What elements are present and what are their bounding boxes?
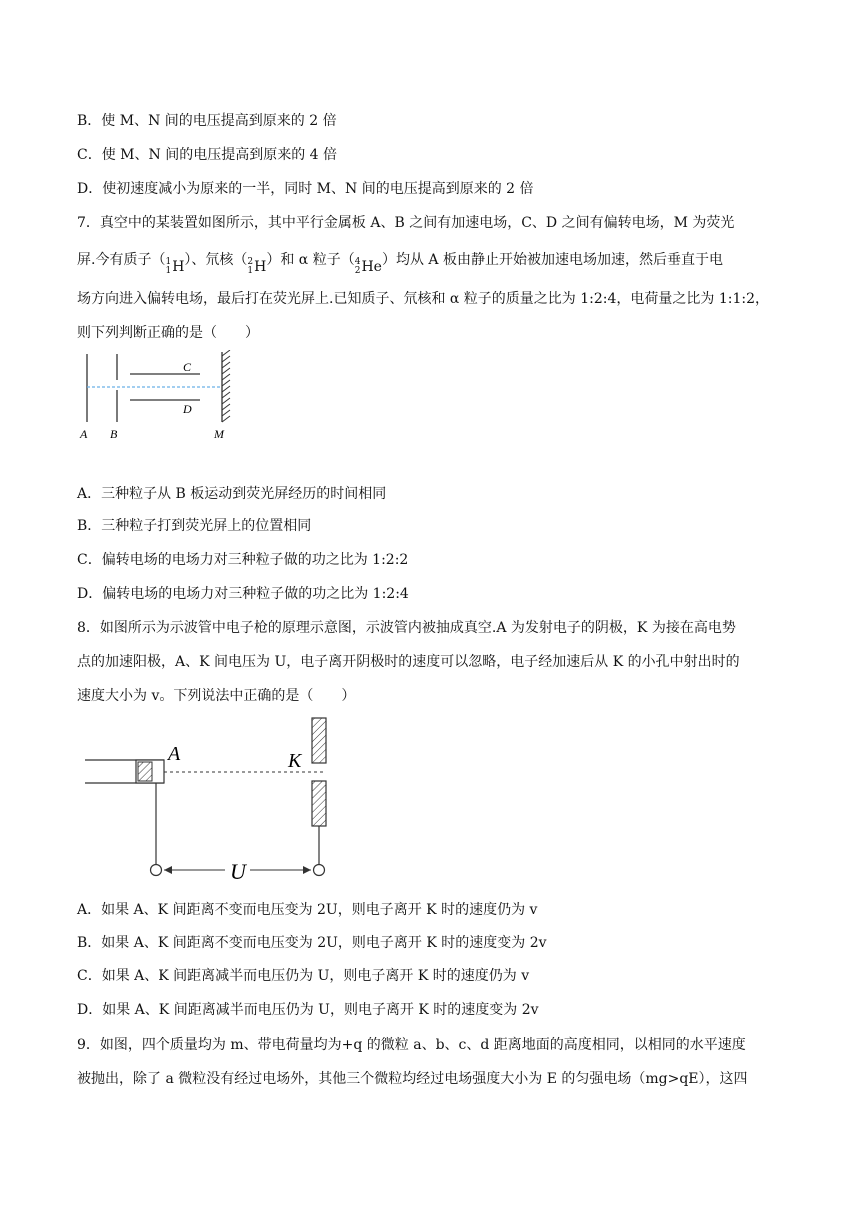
q8-stem-line2: 点的加速阳极，A、K 间电压为 U，电子离开阴极时的速度可以忽略，电子经加速后从 K 的小孔中射出时的 <box>77 654 740 670</box>
q7-stem-line1: 7．真空中的某装置如图所示，其中平行金属板 A、B 之间有加速电场，C、D 之间有偏转电场，M 为荧光 <box>77 215 735 231</box>
label-c: C <box>183 360 192 374</box>
q8-option-b: B．如果 A、K 间距离不变而电压变为 2U，则电子离开 K 时的速度变为 2v <box>77 935 547 951</box>
label-k: K <box>288 750 302 772</box>
q7-option-c: C．偏转电场的电场力对三种粒子做的功之比为 1:2:2 <box>77 552 409 568</box>
q7-figure <box>70 350 240 442</box>
label-m: M <box>214 427 224 441</box>
anode-k-top <box>312 718 326 763</box>
q7-stem-line2: 屏.今有质子（ 1 1 H ）、氘核（ 2 1 H ）和 α 粒子（ 4 2 He ）均从 A 板由静止开始被加速电场加速，然后垂直于电 <box>77 252 723 276</box>
q8-stem-line3: 速度大小为 v。下列说法中正确的是（ ） <box>77 688 356 704</box>
label-a: A <box>168 743 181 765</box>
q7-stem-line3: 场方向进入偏转电场，最后打在荧光屏上.已知质子、氘核和 α 粒子的质量之比为 1:2:4，电荷量之比为 1:1:2， <box>77 291 770 307</box>
label-d: D <box>183 402 192 416</box>
q8-option-a: A．如果 A、K 间距离不变而电压变为 2U，则电子离开 K 时的速度仍为 v <box>77 902 538 918</box>
q9-stem-line1: 9．如图，四个质量均为 m、带电荷量均为+q 的微粒 a、b、c、d 距离地面的高度相同，以相同的水平速度 <box>77 1037 746 1053</box>
q7-option-d: D．偏转电场的电场力对三种粒子做的功之比为 1:2:4 <box>77 586 409 602</box>
q7-stem-line4: 则下列判断正确的是（ ） <box>77 325 259 341</box>
cathode-hatch <box>138 762 152 781</box>
q8-figure <box>80 712 340 892</box>
q6-option-c: C．使 M、N 间的电压提高到原来的 4 倍 <box>77 147 338 163</box>
q6-option-b: B．使 M、N 间的电压提高到原来的 2 倍 <box>77 113 337 129</box>
terminal-k <box>314 865 325 876</box>
isotope-proton: 1 1 H <box>165 257 185 276</box>
q7-option-a: A．三种粒子从 B 板运动到荧光屏经历的时间相同 <box>77 486 387 502</box>
screen-hatch <box>222 350 230 422</box>
q7-option-b: B．三种粒子打到荧光屏上的位置相同 <box>77 518 312 534</box>
isotope-deuteron: 2 1 H <box>247 257 267 276</box>
label-a: A <box>80 427 88 441</box>
terminal-a <box>151 865 162 876</box>
q6-option-d: D．使初速度减小为原来的一半，同时 M、N 间的电压提高到原来的 2 倍 <box>77 181 534 197</box>
q8-stem-line1: 8．如图所示为示波管中电子枪的原理示意图，示波管内被抽成真空.A 为发射电子的阴极，K 为接在高电势 <box>77 620 736 636</box>
anode-k-bottom <box>312 781 326 826</box>
label-b: B <box>110 427 118 441</box>
isotope-alpha: 4 2 He <box>354 257 382 276</box>
q8-option-c: C．如果 A、K 间距离减半而电压仍为 U，则电子离开 K 时的速度仍为 v <box>77 968 530 984</box>
q9-stem-line2: 被抛出，除了 a 微粒没有经过电场外，其他三个微粒均经过电场强度大小为 E 的匀强电场（mg>qE），这四 <box>77 1071 748 1087</box>
label-u: U <box>230 859 246 884</box>
q8-option-d: D．如果 A、K 间距离减半而电压仍为 U，则电子离开 K 时的速度变为 2v <box>77 1002 539 1018</box>
